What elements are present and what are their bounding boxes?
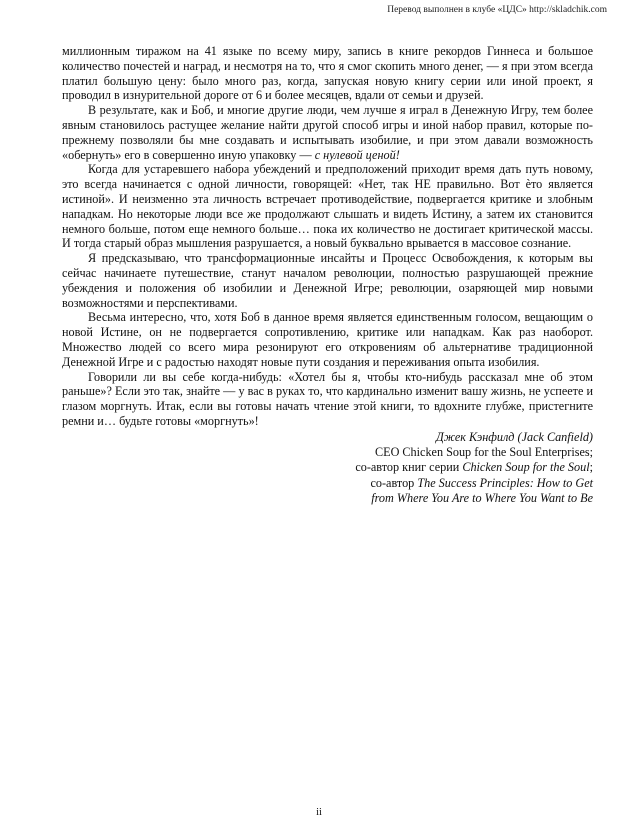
signature-text: со-автор (370, 475, 418, 490)
paragraph-text: Весьма интересно, что, хотя Боб в данное время является единственным голосом, вещающим о новой Истине, он не подвергается сопротивлению, критике или нападкам. Как раз наоборот. Множество людей со всего мира резонируют его откровениям об альтернативе традиционной Денежной Игре и с радостью находят новые пути создания и переживания опыта изобилия. (62, 310, 593, 369)
paragraph (62, 44, 593, 103)
paragraph-text: В результате, как и Боб, и многие другие люди, чем лучше я играл в Денежную Игру, тем более явным становилось растущее желание найти другой способ игры и иной набор правил, которые по-прежнему позволяли бы мне создавать и испытывать изобилие, и при этом давали возможность «обернуть» его в совершенно иную упаковку — (62, 103, 593, 162)
signature-text: со-автор книг серии (355, 460, 463, 475)
signature-title-line (62, 445, 593, 460)
paragraph (62, 310, 593, 369)
paragraph (62, 103, 593, 162)
paragraph (62, 162, 593, 251)
signature-author-name (62, 430, 593, 445)
signature-author-text: Джек Кэнфилд (Jack Canfield) (435, 429, 593, 444)
paragraph-text: Говорили ли вы себе когда-нибудь: «Хотел бы я, чтобы кто-нибудь рассказал мне об этом раньше»? Если это так, знайте — у вас в руках то, что кардинально изменит вашу жизнь, не успеете и глазом моргнуть. Итак, если вы готовы начать чтение этой книги, то вдохните глубже, пристегните ремни и… будьте готовы «моргнуть»! (62, 369, 593, 428)
signature-coauthor-line (62, 460, 593, 475)
page-header: Перевод выполнен в клубе «ЦДС» http://skladchik.com (387, 5, 607, 15)
page-body (62, 44, 593, 506)
signature-coauthor-line (62, 491, 593, 506)
signature-book-title: from Where You Are to Where You Want to Be (371, 490, 593, 505)
paragraph-text: Когда для устаревшего набора убеждений и предположений приходит время дать путь новому, это всегда начинается с одной личности, говорящей: «Нет, так НЕ правильно. Вот ѐто является истиной». И неизменно эта личность встречает противодействие, подвергается критике и злобным нападкам. Но некоторые люди все же продолжают слышать и видеть Истину, а затем их становится немного больше, потом еще немного больше… пока их количество не достигает критической массы. И тогда старый образ мышления разрушается, а новый буквально врывается в массовое сознание. (62, 162, 593, 251)
signature-book-title: The Success Principles: How to Get (417, 475, 593, 490)
signature-punctuation: ; (589, 460, 593, 475)
signature-book-title: Chicken Soup for the Soul (462, 460, 590, 475)
paragraph-text: Я предсказываю, что трансформационные инсайты и Процесс Освобождения, к которым вы сейчас начинаете путешествие, станут началом революции, полностью разрушающей прежние убеждения и положения об изобилии и Денежной Игре; революции, озаряющей мир новыми возможностями и перспективами. (62, 251, 593, 310)
paragraph-text: миллионным тиражом на 41 языке по всему миру, запись в книге рекордов Гиннеса и большое количество почестей и наград, и несмотря на то, что я смог скопить много денег, — я при этом всегда платил большую цену: было много раз, когда, запуская новую книгу серии или иной проект, я проводил в изнурительной дороге от 6 и более месяцев, вдали от семьи и друзей. (62, 44, 593, 103)
signature-block (62, 430, 593, 506)
paragraph (62, 370, 593, 429)
page-number: ii (316, 807, 322, 818)
signature-coauthor-line (62, 476, 593, 491)
signature-title-text: CEO Chicken Soup for the Soul Enterprises; (375, 445, 593, 460)
paragraph (62, 251, 593, 310)
emphasized-text: с нулевой ценой! (314, 147, 400, 162)
